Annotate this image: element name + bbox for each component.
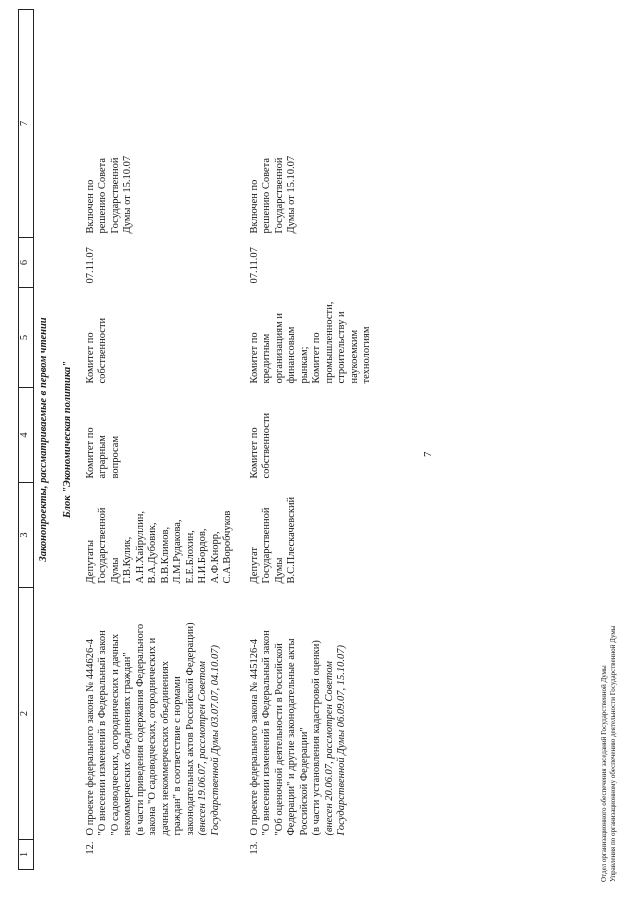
footer-line: Отдел организационного обеспечения заседаний Государственной Думы [600,665,608,882]
co-committees [85,288,249,388]
row-number: 13. [248,841,260,855]
review-date: 07.11.07 [248,247,260,284]
author-line: Государственной [97,507,108,584]
bill-title-line: граждан" в соответствие с нормами [172,676,183,836]
author-line: Государственной [261,507,272,584]
decision-line: Думы от 15.10.07 [122,155,133,234]
column-header: 3 [19,483,34,588]
section-row [34,10,55,870]
author-line: Л.М.Рудакова, [172,519,183,584]
bill-title-line: некоммерческих объединениях граждан" [122,652,133,836]
review-date: 07.11.07 [84,247,96,284]
committee-line: Комитет по [311,332,322,384]
bill-title-line: О проекте федерального закона № 445126-4 [248,638,260,836]
committee-line: наукоемким [348,329,360,384]
responsible-committee [85,388,249,483]
author-line: В.С.Плескачевский [286,496,297,584]
committee-line: собственности [261,412,272,479]
block-row [54,10,85,870]
decision-line: Включен по [84,179,96,234]
agenda-table [18,9,388,870]
author-line: Е.Е.Блохин, [184,530,196,584]
author-line: Н.И.Бордов, [197,528,208,584]
authors [85,483,249,588]
committee-line: технологиям [361,326,372,384]
author-line: Депутаты [84,539,96,584]
author-line: В.А.Дубовик, [147,522,158,584]
bill-note-line: Государственной Думы 03.07.07, 04.10.07) [209,645,221,836]
committee-line: кредитным [261,333,272,384]
bill-note-line: (внесен 20.06.07, рассмотрен Советом [323,661,335,836]
column-header: 4 [19,388,34,483]
decision-line: Думы от 15.10.07 [286,155,297,234]
committee-line: Комитет по [84,427,96,479]
column-header: 5 [19,288,34,388]
decision-line: Государственной [109,157,121,234]
committee-line: собственности [97,317,108,384]
co-committees [249,288,388,388]
bill-note-line: Государственной Думы 06.09.07, 15.10.07) [336,645,347,836]
author-line: Депутат [248,546,260,584]
decision [85,10,249,238]
block-title: Блок "Экономическая политика" [62,360,73,519]
bill-title-line: "О внесении изменений в Федеральный закон [261,630,272,836]
bill-title-line: Федерации" и другие законодательные акты [286,638,297,836]
footer [600,626,618,882]
decision-line: решению Совета [261,157,272,234]
author-line: Г.В.Кулик, [122,536,133,584]
page-number: 7 [422,451,434,457]
committee-line: промышленности, [323,301,335,384]
author-line: В.В.Климов, [159,526,171,584]
bill-title-line: Российской Федерации" [298,727,310,836]
column-header: 6 [19,238,34,288]
agenda-rows [85,10,388,870]
column-header-row [19,10,34,870]
row-number: 12. [84,841,96,855]
bill-title-line: законодательных актов Российской Федерации) [184,622,196,836]
committee-line: вопросам [109,435,121,479]
decision [249,10,388,238]
author-line: А.Н.Хайруллин, [134,510,146,584]
bill-title-line: закона "О садоводческих, огороднических и [147,637,158,836]
responsible-committee [249,388,388,483]
committee-line: строительству и [336,311,347,384]
authors [249,483,388,588]
bill-title-line: (в части приведения содержания Федерального [134,623,146,836]
agenda-row [85,10,249,870]
bill-title-line: "Об оценочной деятельности в Российской [273,643,285,836]
bill-description [249,588,388,840]
committee-line: Комитет по [84,332,96,384]
author-line: Думы [109,557,121,584]
committee-line: рынкам; [298,346,310,384]
column-header: 7 [19,10,34,238]
bill-title-line: "О садоводческих, огороднических и дачных [109,633,121,836]
column-header: 1 [19,840,34,870]
committee-line: финансовым [286,326,297,384]
author-line: А.Ф.Кнорр, [209,531,221,584]
footer-line: Управления по организационному обеспечению деятельности Государственной Думы [609,625,617,882]
committee-line: Комитет по [248,427,260,479]
agenda-row [249,10,388,870]
author-line: Думы [273,557,285,584]
committee-line: Комитет по [248,332,260,384]
bill-note-line: (внесен 19.06.07, рассмотрен Советом [197,661,208,836]
column-header: 2 [19,588,34,840]
author-line: С.А.Воробчуков [222,510,233,584]
committee-line: организациям и [273,313,285,384]
bill-title-line: (в части установления кадастровой оценки) [311,640,322,836]
decision-line: Государственной [273,157,285,234]
decision-line: решению Совета [97,157,108,234]
committee-line: аграрным [97,435,108,479]
bill-description [85,588,249,840]
bill-title-line: дачных некоммерческих объединениях [159,660,171,836]
section-title: Законопроекты, рассматриваемые в первом чтении [38,317,49,562]
decision-line: Включен по [248,179,260,234]
bill-title-line: О проекте федерального закона № 444626-4 [84,638,96,836]
bill-title-line: "О внесении изменений в Федеральный закон [97,630,108,836]
